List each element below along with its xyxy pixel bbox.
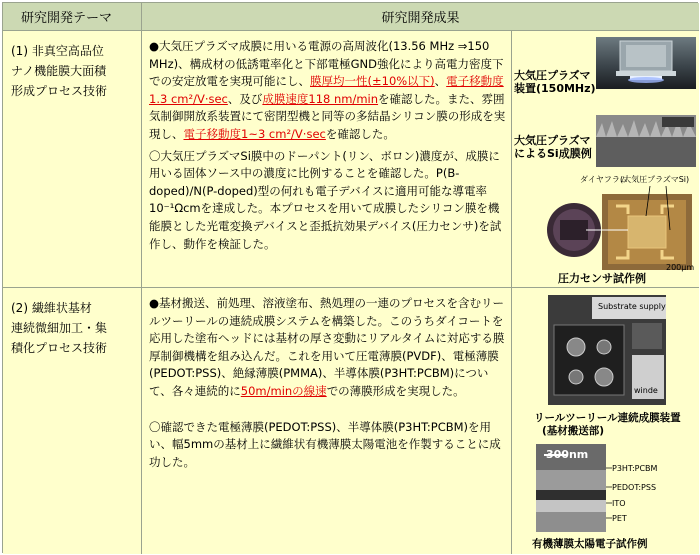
highlight-deposition-rate: 成膜速度118 nm/min [262,91,379,106]
text-run: 、及び [227,91,263,106]
film-label-line-1: 大気圧プラズマ [514,134,591,147]
theme-cell-1 [3,30,142,287]
sensor-label: 圧力センサ試作例 [558,272,646,285]
layer-ito: ITO [612,499,626,508]
highlight-mobility: 電子移動度 1.3 cm²/V·sec [149,74,504,106]
apparatus-label [514,69,596,95]
text-run: での薄膜形成を実現した。 [326,383,465,398]
theme-1-line-1: (1) 非真空高品位 [11,44,104,58]
solar-label: 有機薄膜太陽電子試作例 [532,538,648,550]
theme-2-line-2: 連続微細加工・集 [11,321,108,335]
text-run: ●大気圧プラズマ成膜に用いる電源の高周波化(13.56 MHz ⇒150 MHz)、構成材の低誘電率化と下部電極GND強化により高電力密度下での安定放電を実現可能にし、 [149,39,504,89]
substrate-supply-tag: Substrate supply [598,302,666,311]
highlight-uniformity: 膜厚均一性(±10%以下) [310,74,435,89]
winder-tag: winde [634,386,658,395]
reel-label-line-1: リールツーリール連続成膜装置 [534,412,681,424]
result-2-paragraph-2: 〇確認できた電極薄膜(PEDOT:PSS)、半導体膜(P3HT:PCBM)を用い、幅5mmの基材上に繊維状有機薄膜太陽電池を作製することに成功した。 [149,419,501,469]
diaphragm-tag: ダイヤフラム [580,175,628,184]
plasma-si-tag: (大気圧プラズマSi) [620,175,690,184]
text-run: 、 [434,74,447,89]
header-theme-label: 研究開発テーマ [21,11,113,26]
reel-label [534,412,681,438]
theme-2-line-3: 積化プロセス技術 [11,341,108,355]
plasma-apparatus-photo [596,37,696,89]
result-text-2 [142,287,512,554]
image-cell-2 [512,287,699,554]
apparatus-label-line-1: 大気圧プラズマ [514,69,591,82]
scale-200um: 200μm [666,263,695,272]
header-result-label: 研究開発成果 [381,11,460,26]
film-label-line-2: によるSi成膜例 [514,147,592,160]
layer-p3ht: P3HT:PCBM [612,464,658,473]
theme-2-line-1: (2) 繊維状基材 [11,301,92,315]
layer-pet: PET [612,514,627,523]
highlight-mobility-2: 電子移動度1~3 cm²/V·sec [183,126,326,141]
text-run: を確認した。 [325,126,395,141]
text-run: ●基材搬送、前処理、溶液塗布、熱処理の一連のプロセスを含むリールツーリールの連続成膜システムを構築した。このうちダイコートを応用した塗布ヘッドには基材の厚さ変動にリアルタイムに対応する膜厚制御機構を組み込んだ。これを用いて圧電薄膜(PVDF)、電極薄膜(PEDOT:PSS)、絶縁薄膜(PMMA)、半導体膜(P3HT:PCBM)について、各々連続的に [149,296,505,398]
text-run: を確認した。また、雰囲気制御開放系装置にて密閉型機と同等の多結晶シリコン膜の形成を実現し、 [149,91,506,141]
result-2-paragraph-1 [149,295,507,401]
scale-300nm: 300nm [546,448,589,461]
pressure-sensor-photo [546,172,694,272]
results-table [2,2,698,553]
header-theme [3,3,142,30]
theme-1-line-2: ナノ機能膜大面積 [11,64,107,78]
layer-pedot: PEDOT:PSS [612,483,657,492]
si-film-sem-photo [596,115,696,167]
layer-leader-lines [606,464,614,520]
image-cell-1 [512,30,699,287]
theme-cell-2 [3,287,142,554]
result-1-paragraph-2: 〇大気圧プラズマSi膜中のドーパント(リン、ボロン)濃度が、成膜に用いる固体ソース中の濃度に比例することを確認した。P(B-doped)/N(P-doped)型の何れも電子デバイスに適用可能な導電率10⁻¹Ωcmを達成した。本プロセスを用いて成膜したシリコン膜を機能膜とした光電変換デバイスと歪抵抗効果デバイス(圧力センサ)を試作し、動作を検証した。 [149,148,502,251]
reel-label-line-2: (基材搬送部) [542,425,605,437]
apparatus-label-line-2: 装置(150MHz) [514,82,596,95]
header-result [142,3,699,30]
result-text-1 [142,30,512,287]
film-label [514,134,592,160]
theme-1-line-3: 形成プロセス技術 [11,84,108,98]
highlight-line-speed: 50m/minの線速 [240,383,327,398]
result-1-paragraph-1 [149,38,507,144]
